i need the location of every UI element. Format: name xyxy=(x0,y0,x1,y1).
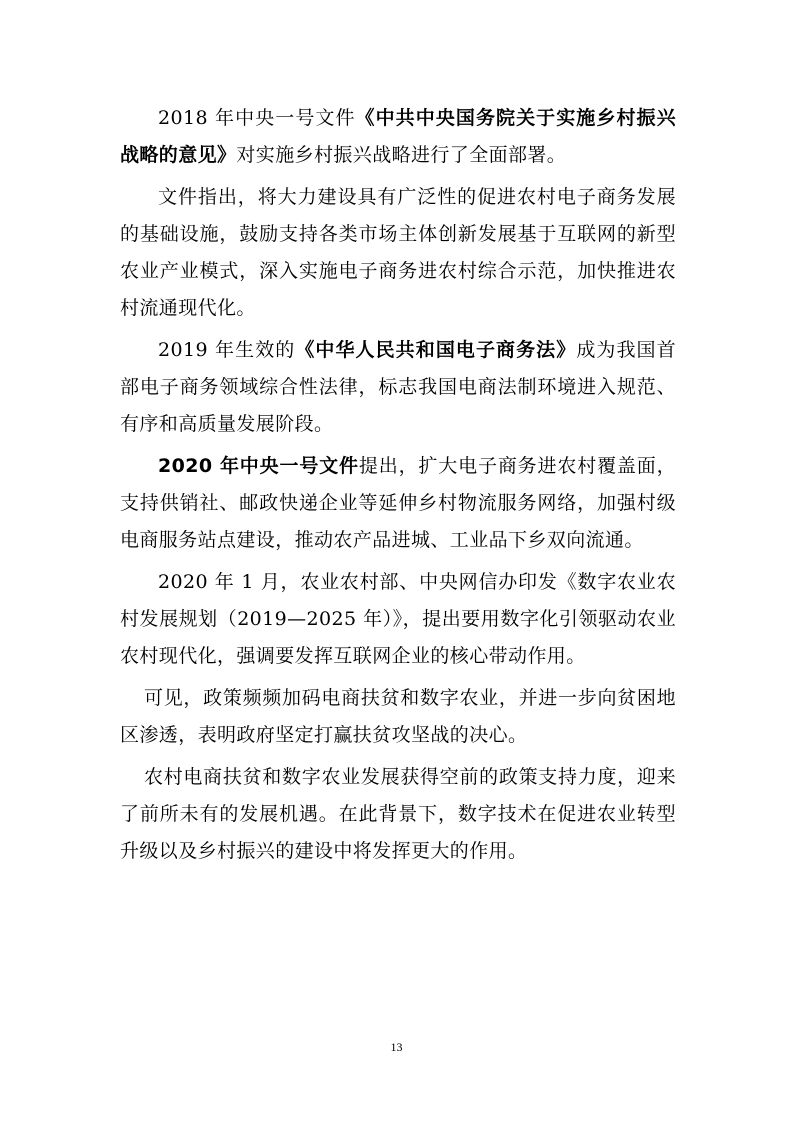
paragraph-3-lead: 2019 年生效的 xyxy=(158,339,296,361)
paragraph-4 xyxy=(120,448,676,559)
paragraph-1-tail: 对实施乡村振兴战略进行了全面部署。 xyxy=(236,144,567,166)
document-body xyxy=(120,100,676,870)
law-title-emphasis: 《中华人民共和国电子商务法》 xyxy=(295,339,577,361)
paragraph-5: 2020 年 1 月，农业农村部、中央网信办印发《数字农业农村发展规划（2019—2025 年）》，提出要用数字化引领驱动农业农村现代化，强调要发挥互联网企业的核心带动作用。 xyxy=(120,571,676,667)
paragraph-2: 文件指出，将大力建设具有广泛性的促进农村电子商务发展的基础设施，鼓励支持各类市场主体创新发展基于互联网的新型农业产业模式，深入实施电子商务进农村综合示范，加快推进农村流通现代化。 xyxy=(120,186,676,319)
paragraph-3 xyxy=(120,332,676,443)
paragraph-3-tail: 成为我国首部电子商务领域综合性法律，标志我国电商法制环境进入规范、有序和高质量发展阶段。 xyxy=(120,339,676,435)
page-number: 13 xyxy=(390,1040,403,1054)
paragraph-7: 农村电商扶贫和数字农业发展获得空前的政策支持力度，迎来了前所未有的发展机遇。在此背景下，数字技术在促进农业转型升级以及乡村振兴的建设中将发挥更大的作用。 xyxy=(120,766,676,862)
document-name-emphasis: 2020 年中央一号文件 xyxy=(158,455,359,477)
paragraph-1-lead: 2018 年中央一号文件 xyxy=(158,107,356,129)
paragraph-1 xyxy=(120,100,676,174)
paragraph-6: 可见，政策频频加码电商扶贫和数字农业，并进一步向贫困地区渗透，表明政府坚定打赢扶贫攻坚战的决心。 xyxy=(120,687,676,746)
paragraph-4-tail: 提出，扩大电子商务进农村覆盖面，支持供销社、邮政快递企业等延伸乡村物流服务网络，加强村级电商服务站点建设，推动农产品进城、工业品下乡双向流通。 xyxy=(120,455,677,551)
document-title-emphasis: 《中共中央国务院关于实施乡村振兴战略的意见》 xyxy=(120,107,676,166)
